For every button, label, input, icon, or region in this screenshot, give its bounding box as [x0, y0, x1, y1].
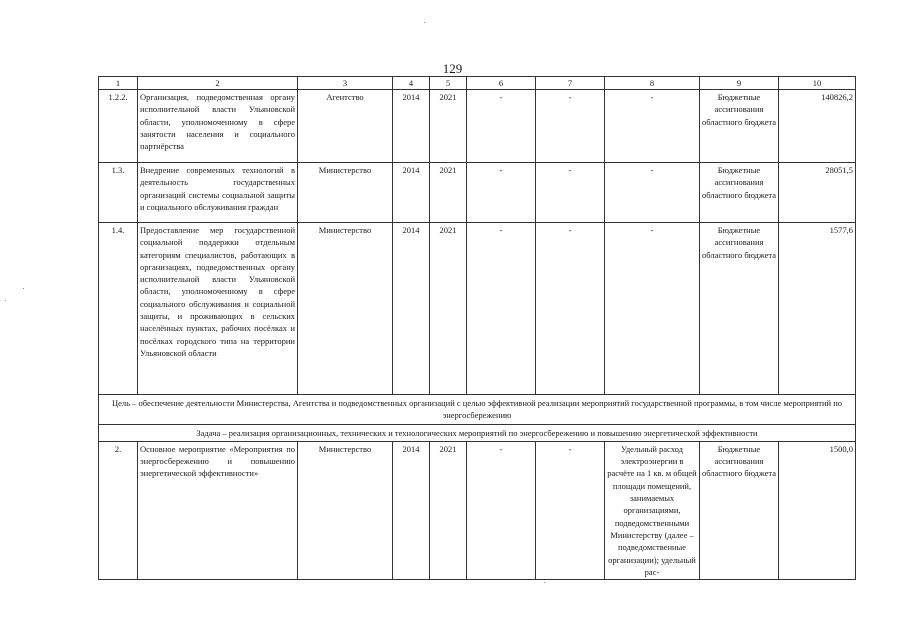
end-year: 2021 — [430, 163, 467, 223]
col6-value: - — [467, 223, 536, 395]
header-cell: 10 — [779, 77, 856, 90]
funding-source: Бюджетные ассигнования областного бюджета — [700, 163, 779, 223]
col7-value: - — [536, 223, 605, 395]
activity-name: Предоставление мер государственной социальной поддержки отдельным категориям специалистов, работающих в организациях, подведомственных органу исполнительной власти Ульяновской области, уполномоченному в сфере социального обслуживания и социальной защиты, и проживающих в сельских населённых пунктах, рабочих посёлках и посёлках городского типа на территории Ульяновской области — [138, 223, 298, 395]
header-cell: 8 — [605, 77, 700, 90]
row-number: 2. — [99, 441, 138, 579]
start-year: 2014 — [393, 441, 430, 579]
header-row — [99, 77, 856, 90]
funding-amount: 1500,0 — [779, 441, 856, 579]
executor: Министерство — [298, 163, 393, 223]
col8-value: - — [605, 223, 700, 395]
funding-amount: 1577,6 — [779, 223, 856, 395]
col8-value: - — [605, 90, 700, 163]
scan-speck — [5, 300, 6, 301]
executor: Министерство — [298, 441, 393, 579]
executor: Министерство — [298, 223, 393, 395]
funding-amount: 140826,2 — [779, 90, 856, 163]
program-table — [98, 76, 856, 580]
header-cell: 7 — [536, 77, 605, 90]
col6-value: - — [467, 90, 536, 163]
activity-name: Внедрение современных технологий в деятельность государственных организаций системы социальной защиты и социального обслуживания граждан — [138, 163, 298, 223]
col6-value: - — [467, 441, 536, 579]
end-year: 2021 — [430, 441, 467, 579]
task-row — [99, 424, 856, 441]
activity-name: Организация, подведомственная органу исполнительной власти Ульяновской области, уполномоченному в сфере занятости населения и социального партнёрства — [138, 90, 298, 163]
col7-value: - — [536, 441, 605, 579]
start-year: 2014 — [393, 90, 430, 163]
header-cell: 1 — [99, 77, 138, 90]
scan-speck — [23, 288, 24, 289]
col8-value: - — [605, 163, 700, 223]
col7-value: - — [536, 90, 605, 163]
row-number: 1.4. — [99, 223, 138, 395]
scan-speck — [544, 582, 545, 583]
scan-speck — [424, 22, 425, 23]
target-indicator: Удельный расход электроэнергии в расчёте на 1 кв. м общей площади помещений, занимаемых организациями, подведомственными Министерству (далее – подведомственные организации); удельный рас- — [605, 441, 700, 579]
header-cell: 2 — [138, 77, 298, 90]
funding-source: Бюджетные ассигнования областного бюджета — [700, 441, 779, 579]
start-year: 2014 — [393, 223, 430, 395]
row-number: 1.3. — [99, 163, 138, 223]
table-row — [99, 163, 856, 223]
table-row — [99, 441, 856, 579]
funding-amount: 28051,5 — [779, 163, 856, 223]
goal-text: Цель – обеспечение деятельности Министерства, Агентства и подведомственных организаций с целью эффективной реализации мероприятий государственной программы, в том числе мероприятий по энергосбережению — [99, 395, 856, 425]
task-text: Задача – реализация организационных, технических и технологических мероприятий по энергосбережению и повышению энергетической эффективности — [99, 424, 856, 441]
header-cell: 3 — [298, 77, 393, 90]
start-year: 2014 — [393, 163, 430, 223]
table-row — [99, 223, 856, 395]
funding-source: Бюджетные ассигнования областного бюджета — [700, 90, 779, 163]
row-number: 1.2.2. — [99, 90, 138, 163]
col7-value: - — [536, 163, 605, 223]
table-row — [99, 90, 856, 163]
header-cell: 9 — [700, 77, 779, 90]
col6-value: - — [467, 163, 536, 223]
goal-row — [99, 395, 856, 425]
activity-name: Основное мероприятие «Мероприятия по энергосбережению и повышению энергетической эффективности» — [138, 441, 298, 579]
page-number: 129 — [442, 61, 463, 76]
header-cell: 5 — [430, 77, 467, 90]
header-cell: 6 — [467, 77, 536, 90]
end-year: 2021 — [430, 90, 467, 163]
funding-source: Бюджетные ассигнования областного бюджета — [700, 223, 779, 395]
end-year: 2021 — [430, 223, 467, 395]
header-cell: 4 — [393, 77, 430, 90]
executor: Агентство — [298, 90, 393, 163]
